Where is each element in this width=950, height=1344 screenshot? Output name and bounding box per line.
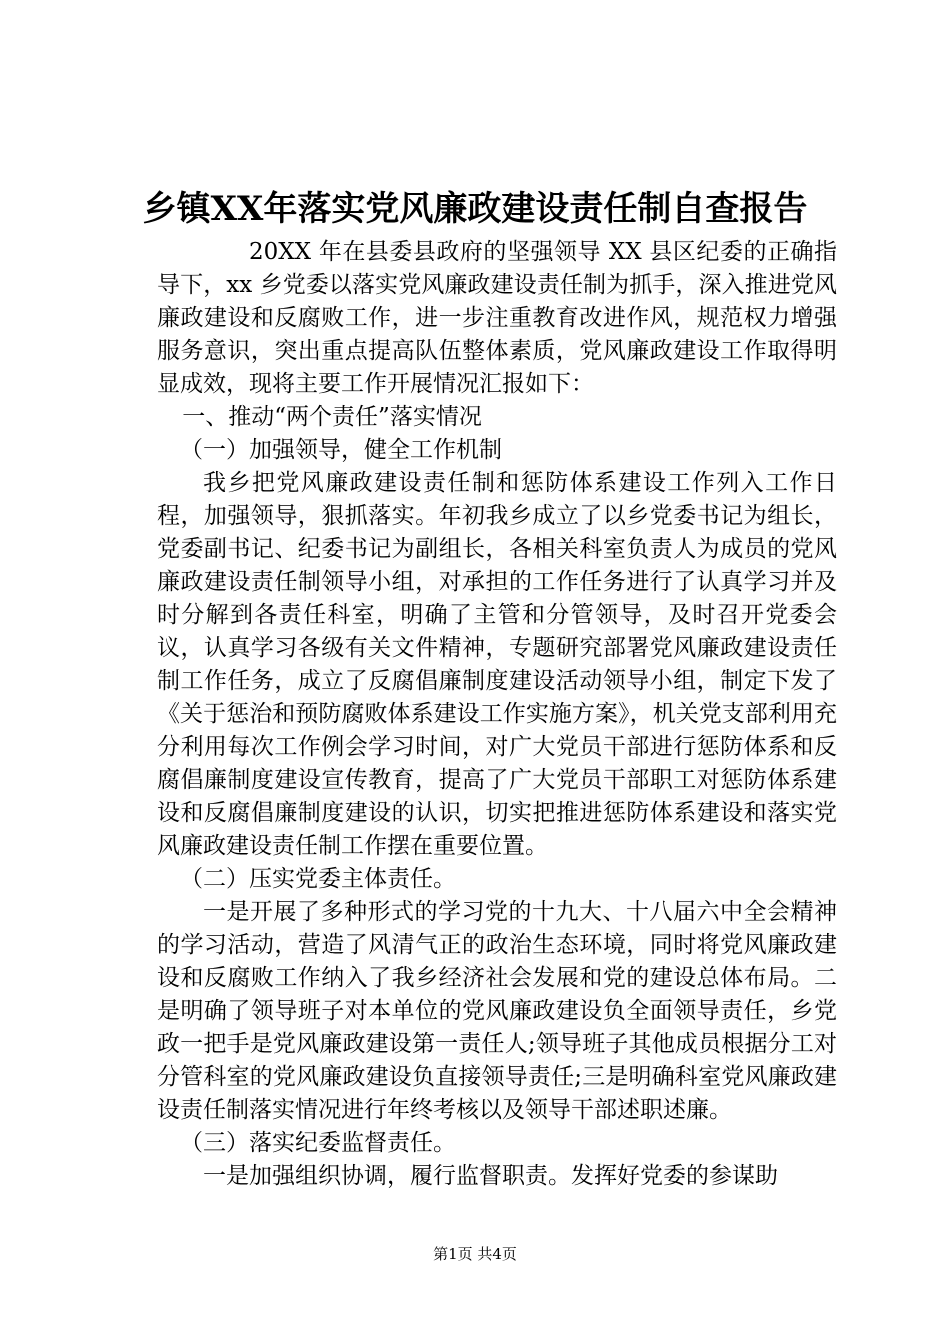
paragraph-body-2: 一是开展了多种形式的学习党的十九大、十八届六中全会精神的学习活动，营造了风清气正的政治生态环境，同时将党风廉政建设和反腐败工作纳入了我乡经济社会发展和党的建设总体布局。二是明确了领导班子对本单位的党风廉政建设负全面领导责任，乡党政一把手是党风廉政建设第一责任人;领导班子其他成员根据分工对分管科室的党风廉政建设负直接领导责任;三是明确科室党风廉政建设责任制落实情况进行年终考核以及领导干部述职述廉。 [157,899,837,1123]
paragraph-body-1: 我乡把党风廉政建设责任制和惩防体系建设工作列入工作日程，加强领导，狠抓落实。年初我乡成立了以乡党委书记为组长，党委副书记、纪委书记为副组长，各相关科室负责人为成员的党风廉政建设责任制领导小组，对承担的工作任务进行了认真学习并及时分解到各责任科室，明确了主管和分管领导，及时召开党委会议，认真学习各级有关文件精神，专题研究部署党风廉政建设责任制工作任务，成立了反腐倡廉制度建设活动领导小组，制定下发了《关于惩治和预防腐败体系建设工作实施方案》，机关党支部利用充分利用每次工作例会学习时间，对广大党员干部进行惩防体系和反腐倡廉制度建设宣传教育，提高了广大党员干部职工对惩防体系建设和反腐倡廉制度建设的认识，切实把推进惩防体系建设和落实党风廉政建设责任制工作摆在重要位置。 [157,470,837,859]
subsection-heading-2: （二）压实党委主体责任。 [180,866,456,892]
section-heading-1: 一、推动“两个责任”落实情况 [182,404,482,430]
document-title: 乡镇XX年落实党风廉政建设责任制自查报告 [142,189,808,229]
paragraph-body-3: 一是加强组织协调，履行监督职责。发挥好党委的参谋助 [203,1163,778,1189]
paragraph-intro: 20XX 年在县委县政府的坚强领导 XX 县区纪委的正确指导下，xx 乡党委以落实党风廉政建设责任制为抓手，深入推进党风廉政建设和反腐败工作，进一步注重教育改进作风，规范权力增强服务意识，突出重点提高队伍整体素质，党风廉政建设工作取得明显成效，现将主要工作开展情况汇报如下： [157,239,837,397]
subsection-heading-1: （一）加强领导，健全工作机制 [180,437,502,463]
document-body [157,236,837,1193]
page-number: 第1页 共4页 [433,1245,517,1263]
subsection-heading-3: （三）落实纪委监督责任。 [180,1130,456,1156]
